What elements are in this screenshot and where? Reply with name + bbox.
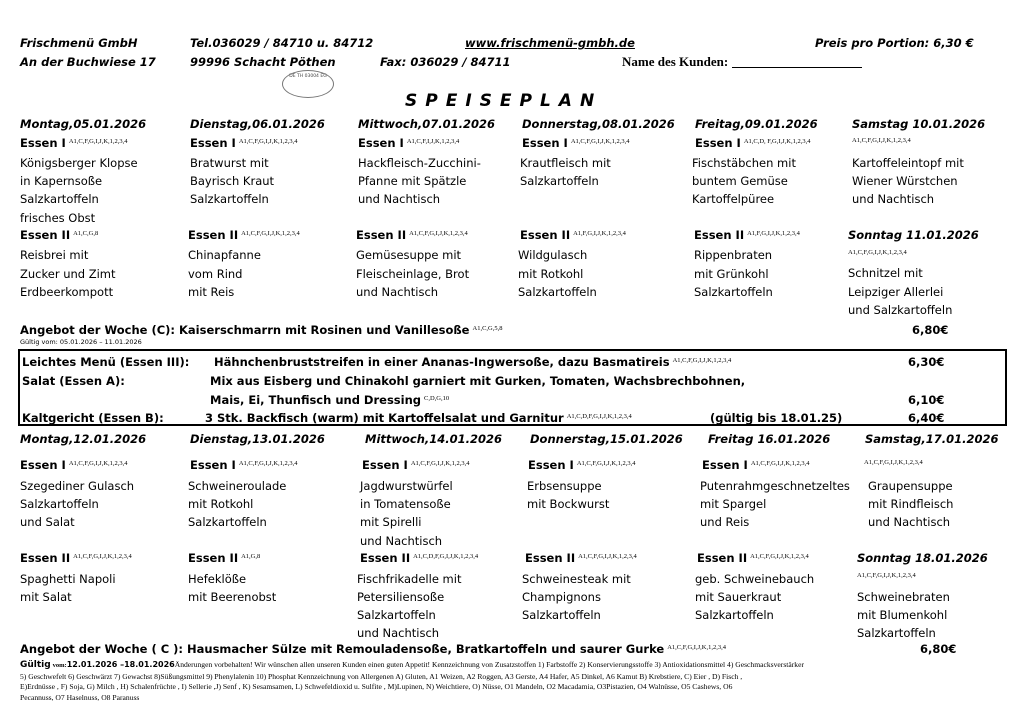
essen1-label bbox=[190, 458, 298, 472]
day-header: Mittwoch,14.01.2026 bbox=[365, 432, 503, 446]
text: mit Grünkohl bbox=[694, 266, 769, 281]
text: Essen II bbox=[694, 228, 745, 242]
fax: Fax: 036029 / 84711 bbox=[380, 55, 511, 69]
text: Salzkartoffeln bbox=[188, 515, 267, 530]
text: A1,C,F,G,I,J,K,1,2,3,4 bbox=[848, 249, 907, 256]
text: Erdbeerkompott bbox=[20, 285, 114, 299]
essen1-label bbox=[695, 136, 810, 150]
text: C,D,G,10 bbox=[424, 395, 450, 402]
text: Bratwurst mit bbox=[190, 156, 269, 170]
text: Putenrahmgeschnetzeltes bbox=[700, 479, 850, 493]
weekly-offer bbox=[20, 323, 502, 337]
dish-sat-1 bbox=[852, 154, 964, 209]
text: A1,C,F,G,I,J,K,1,2,3,4 bbox=[68, 138, 128, 145]
text: 5) Geschwefelt 6) Geschwärzt 7) Gewachst 8)Süßungsmittel 9) Phenylalenin 10) Phosphat Kennzeichnung von Allergenen A) Gluten, A1 Weizen, A2 Roggen, A3 Gerste, A4 Hafer, A5 Dinkel, A6 Kamut B) Krebstiere, C) Eier , D) Fisch , bbox=[20, 671, 743, 681]
text: Salzkartoffeln bbox=[20, 497, 99, 512]
text: Erbsensuppe bbox=[527, 479, 602, 493]
text: Reisbrei mit bbox=[20, 248, 89, 262]
essen1-label bbox=[522, 136, 630, 150]
text: mit Sauerkraut bbox=[695, 590, 782, 604]
cold-label: Kaltgericht (Essen B): bbox=[22, 411, 164, 425]
text: A1,C,F,G,I,J,K,1,2,3,4 bbox=[241, 230, 300, 237]
text: Hähnchenbruststreifen in einer Ananas-Ingwersoße, dazu Basmatireis bbox=[214, 355, 670, 369]
text: Zucker und Zimt bbox=[20, 266, 116, 281]
footer-notes bbox=[20, 660, 804, 703]
essen1-label bbox=[20, 458, 128, 472]
essen2-label bbox=[188, 228, 300, 242]
text: Wiener Würstchen bbox=[852, 174, 958, 189]
customer-name-label: Name des Kunden: bbox=[622, 54, 729, 69]
essen2-label bbox=[694, 228, 800, 242]
customer-name-field[interactable] bbox=[622, 54, 862, 70]
text: A1,C,F,G,I,J,K,1,2,3,4 bbox=[73, 553, 132, 560]
text: Änderungen vorbehalten! Wir wünschen allen unseren Kunden einen guten Appetit! Kennzeichnung von Zusatzstoffen 1) Farbstoffe 2) Konservierungsstoffe 3) Antioxidationsmittel 4) Geschmacksverstärker bbox=[174, 660, 804, 669]
text: Essen II bbox=[360, 551, 411, 565]
dish-thu-2 bbox=[518, 246, 597, 302]
text: 12.01.2026 –18.01.2026 bbox=[66, 660, 175, 669]
dish-tue-1 bbox=[188, 477, 286, 532]
text: mit Beerenobst bbox=[188, 590, 277, 604]
day-header: Samstag,17.01.2026 bbox=[865, 432, 999, 446]
text: Spaghetti Napoli bbox=[20, 572, 116, 586]
text: Hausmacher Sülze mit Remouladensoße, Bratkartoffeln und saurer Gurke bbox=[187, 642, 665, 656]
essen2-label bbox=[697, 551, 809, 565]
text: und Reis bbox=[700, 515, 750, 530]
text: A1,C,F,G,I,J,K,1,2,3,4 bbox=[864, 459, 923, 466]
text: und Salat bbox=[20, 515, 75, 530]
text: mit Bockwurst bbox=[527, 497, 610, 512]
text: Wildgulasch bbox=[518, 248, 588, 262]
dish-wed-2 bbox=[356, 246, 469, 302]
salad-line2 bbox=[210, 393, 449, 407]
text: Essen I bbox=[528, 458, 574, 472]
text: Chinapfanne bbox=[188, 248, 261, 262]
text: Salzkartoffeln bbox=[357, 608, 436, 622]
text: A1,C,G,5,8 bbox=[472, 325, 503, 332]
city: 99996 Schacht Pöthen bbox=[190, 55, 336, 69]
text: Salzkartoffeln bbox=[695, 608, 774, 622]
text: Angebot der Woche ( C ): bbox=[20, 642, 183, 656]
text: A1,C,F,G,I,J,K,1,2,3,4 bbox=[672, 357, 732, 364]
text: und Nachtisch bbox=[852, 192, 935, 207]
day-header: Freitag 16.01.2026 bbox=[708, 432, 831, 446]
essen2-label bbox=[356, 228, 468, 242]
text: Essen I bbox=[522, 136, 568, 150]
text: vom: bbox=[52, 662, 67, 669]
dish-fri-2 bbox=[695, 570, 814, 624]
text: Essen I bbox=[190, 136, 236, 150]
light-menu-price: 6,30€ bbox=[908, 355, 945, 369]
text: Kartoffeleintopf mit bbox=[852, 156, 964, 170]
text: Essen I bbox=[358, 136, 404, 150]
weekly-offer-price: 6,80€ bbox=[912, 323, 949, 337]
dish-mon-2 bbox=[20, 570, 116, 606]
text: mit Rotkohl bbox=[518, 266, 584, 281]
text: Kartoffelpüree bbox=[692, 192, 775, 207]
text: Jagdwurstwürfel bbox=[360, 479, 453, 493]
essen1-label bbox=[702, 458, 810, 472]
dish-mon-2 bbox=[20, 246, 116, 302]
text: Petersiliensoße bbox=[357, 590, 445, 604]
text: mit Blumenkohl bbox=[857, 608, 948, 622]
text: Szegediner Gulasch bbox=[20, 479, 135, 493]
text: A1,C,F,G,I,J,K,1,2,3,4 bbox=[238, 138, 298, 145]
text: A1,C,F,G,I,J,K,1,2,3,4 bbox=[852, 137, 911, 144]
text: Essen II bbox=[356, 228, 407, 242]
text: und Nachtisch bbox=[358, 192, 441, 207]
cold-dish bbox=[205, 411, 632, 425]
dish-sun-1 bbox=[848, 264, 952, 320]
text: Königsberger Klopse bbox=[20, 156, 138, 170]
text: in Tomatensoße bbox=[360, 497, 451, 512]
text: Salzkartoffeln bbox=[190, 192, 269, 207]
dish-fri-2 bbox=[694, 246, 773, 302]
text: A1,C,G,8 bbox=[73, 230, 99, 237]
text: A1,C,F,G,I,J,K,1,2,3,4 bbox=[578, 553, 637, 560]
day-header: Donnerstag,08.01.2026 bbox=[522, 117, 675, 131]
website-link[interactable]: www.frischmenü-gmbh.de bbox=[465, 36, 635, 50]
text: und Nachtisch bbox=[360, 533, 443, 548]
sunday-header: Sonntag 18.01.2026 bbox=[857, 551, 988, 565]
text: Essen I bbox=[695, 136, 741, 150]
text: Graupensuppe bbox=[868, 479, 953, 493]
text: Salzkartoffeln bbox=[694, 285, 773, 299]
text: mit Spargel bbox=[700, 497, 767, 512]
essen1-label bbox=[190, 136, 298, 150]
text: Essen I bbox=[190, 458, 236, 472]
text: Mais, Ei, Thunfisch und Dressing bbox=[210, 393, 421, 407]
text: Pecannuss, O7 Haselnuss, O8 Paranuss bbox=[20, 692, 140, 702]
day-header: Samstag 10.01.2026 bbox=[852, 117, 986, 131]
allergen-codes bbox=[864, 453, 923, 472]
cold-price: 6,40€ bbox=[908, 411, 945, 425]
allergen-codes bbox=[852, 131, 911, 150]
text: Fleischeinlage, Brot bbox=[356, 266, 470, 281]
text: geb. Schweinebauch bbox=[695, 572, 815, 586]
text: A1,C,F,G,I,J,K,1,2,3,4 bbox=[576, 460, 636, 467]
dish-mon-1 bbox=[20, 154, 138, 227]
text: mit Spirelli bbox=[360, 515, 422, 530]
text: A1,C,F,G,I,J,K,1,2,3,4 bbox=[667, 644, 726, 651]
text: Essen I bbox=[20, 458, 66, 472]
street: An der Buchwiese 17 bbox=[20, 55, 156, 69]
day-header: Dienstag,06.01.2026 bbox=[190, 117, 325, 131]
text: Essen II bbox=[20, 551, 71, 565]
text: E)Erdnüsse , F) Soja, G) Milch , H) Schalenfrüchte , I) Sellerie ,J) Senf , K) Sesamsamen, L) Schwefeldioxid u. Sulfite , M)Lupinen, N) Weichtiere, O) Nüsse, O1 Mandeln, O2 Macadamia, O3Pistazien, O4 Walnüsse, O5 Cashews, O6 bbox=[20, 682, 733, 691]
text: Schweineroulade bbox=[188, 479, 287, 493]
text: A1,C,F,G,I,J,K,1,2,3,4 bbox=[750, 553, 809, 560]
salad-label: Salat (Essen A): bbox=[22, 374, 125, 388]
text: A1,C,F,I,J,K,1,2,3,4 bbox=[406, 138, 460, 145]
text: Essen II bbox=[188, 228, 239, 242]
text: Essen II bbox=[520, 228, 571, 242]
text: Essen I bbox=[20, 136, 66, 150]
salad-line1: Mix aus Eisberg und Chinakohl garniert mit Gurken, Tomaten, Wachsbrechbohnen, bbox=[210, 374, 746, 388]
weekly-offer bbox=[20, 642, 726, 656]
dish-tue-1 bbox=[190, 154, 274, 209]
text: Krautfleisch mit bbox=[520, 156, 611, 170]
text: Kaiserschmarrn mit Rosinen und Vanillesoße bbox=[179, 323, 470, 337]
dish-thu-1 bbox=[527, 477, 609, 513]
essen2-label bbox=[20, 228, 98, 242]
text: Bayrisch Kraut bbox=[190, 174, 275, 189]
sunday-header: Sonntag 11.01.2026 bbox=[848, 228, 979, 242]
text: A1,C,F,G,I,J,K,1,2,3,4 bbox=[238, 460, 298, 467]
text: Hackfleisch-Zucchini- bbox=[358, 156, 481, 170]
dish-fri-1 bbox=[700, 477, 850, 532]
hygiene-seal: DE TH 03004 EG bbox=[282, 70, 334, 98]
text: Gültig bbox=[20, 660, 51, 670]
light-menu bbox=[214, 355, 731, 369]
essen1-label bbox=[358, 136, 459, 150]
text: Essen II bbox=[20, 228, 71, 242]
dish-wed-2 bbox=[357, 570, 461, 642]
text: mit Rotkohl bbox=[188, 497, 254, 512]
essen2-label bbox=[525, 551, 637, 565]
text: Salzkartoffeln bbox=[20, 192, 99, 207]
dish-thu-2 bbox=[522, 570, 631, 624]
text: buntem Gemüse bbox=[692, 174, 788, 189]
text: vom Rind bbox=[188, 266, 243, 281]
cold-valid: (gültig bis 18.01.25) bbox=[710, 411, 843, 425]
text: und Nachtisch bbox=[868, 515, 951, 530]
text: und Nachtisch bbox=[356, 285, 439, 299]
day-header: Mittwoch,07.01.2026 bbox=[358, 117, 496, 131]
text: Salzkartoffeln bbox=[518, 285, 597, 299]
text: A1,C,D,F,G,I,J,K,1,2,3,4 bbox=[566, 413, 632, 420]
text: Essen II bbox=[525, 551, 576, 565]
text: A1,C,F,G,I,J,K,1,2,3,4 bbox=[68, 460, 128, 467]
dish-sun-1 bbox=[857, 588, 950, 642]
validity: Gültig vom: 05.01.2026 – 11.01.2026 bbox=[20, 338, 142, 346]
text: Pfanne mit Spätzle bbox=[358, 174, 467, 189]
text: Salzkartoffeln bbox=[522, 608, 601, 622]
text: Salzkartoffeln bbox=[857, 626, 936, 640]
company-name: Frischmenü GmbH bbox=[20, 36, 138, 50]
text: und Salzkartoffeln bbox=[848, 303, 953, 317]
essen1-label bbox=[528, 458, 636, 472]
day-header: Donnerstag,15.01.2026 bbox=[530, 432, 683, 446]
essen1-label bbox=[20, 136, 128, 150]
weekly-offer-price: 6,80€ bbox=[920, 642, 957, 656]
text: Schnitzel mit bbox=[848, 266, 923, 280]
text: Essen II bbox=[697, 551, 748, 565]
text: A1,C,F,G,I,J,K,1,2,3,4 bbox=[409, 230, 468, 237]
dish-tue-2 bbox=[188, 246, 261, 302]
dish-wed-1 bbox=[360, 477, 453, 550]
text: Leipziger Allerlei bbox=[848, 284, 944, 299]
text: mit Salat bbox=[20, 590, 72, 604]
essen2-label bbox=[20, 551, 132, 565]
text: Champignons bbox=[522, 590, 601, 604]
text: A1,C,F,G,I,J,K,1,2,3,4 bbox=[570, 138, 630, 145]
text: Hefeklöße bbox=[188, 572, 247, 586]
text: Essen II bbox=[188, 551, 239, 565]
day-header: Freitag,09.01.2026 bbox=[695, 117, 818, 131]
dish-fri-1 bbox=[692, 154, 796, 209]
text: und Nachtisch bbox=[357, 626, 440, 640]
text: A1,C,F,G,I,J,K,1,2,3,4 bbox=[410, 460, 470, 467]
text: Essen I bbox=[362, 458, 408, 472]
essen1-label bbox=[362, 458, 470, 472]
customer-name-line[interactable] bbox=[732, 55, 862, 68]
text: Schweinesteak mit bbox=[522, 572, 631, 586]
day-header: Montag,05.01.2026 bbox=[20, 117, 147, 131]
text: Fischfrikadelle mit bbox=[357, 572, 462, 586]
allergen-codes bbox=[848, 243, 907, 262]
price-per-portion: Preis pro Portion: 6,30 € bbox=[815, 36, 974, 50]
text: Salzkartoffeln bbox=[520, 174, 599, 189]
text: A1,C,F,G,I,J,K,1,2,3,4 bbox=[857, 572, 916, 579]
text: frisches Obst bbox=[20, 210, 96, 225]
day-header: Dienstag,13.01.2026 bbox=[190, 432, 325, 446]
text: A1,F,G,I,J,K,1,2,3,4 bbox=[747, 230, 800, 237]
salad-price: 6,10€ bbox=[908, 393, 945, 407]
essen2-label bbox=[188, 551, 260, 565]
dish-thu-1 bbox=[520, 154, 611, 190]
essen2-label bbox=[360, 551, 478, 565]
essen2-label bbox=[520, 228, 626, 242]
dish-wed-1 bbox=[358, 154, 481, 209]
text: Essen I bbox=[702, 458, 748, 472]
page-title: SPEISEPLAN bbox=[405, 91, 603, 111]
text: in Kapernsoße bbox=[20, 174, 103, 189]
text: A1,G,8 bbox=[241, 553, 261, 560]
allergen-codes bbox=[857, 566, 916, 585]
text: A1,C,F,G,I,J,K,1,2,3,4 bbox=[750, 460, 810, 467]
text: Rippenbraten bbox=[694, 248, 773, 262]
text: Fischstäbchen mit bbox=[692, 156, 796, 170]
text: Gemüsesuppe mit bbox=[356, 248, 462, 262]
text: A1,C,D,F,G,I,J,K,1,2,3,4 bbox=[413, 553, 479, 560]
text: Schweinebraten bbox=[857, 590, 950, 604]
dish-tue-2 bbox=[188, 570, 276, 606]
text: mit Rindfleisch bbox=[868, 497, 954, 512]
text: Angebot der Woche (C): bbox=[20, 323, 175, 337]
day-header: Montag,12.01.2026 bbox=[20, 432, 147, 446]
phone: Tel.036029 / 84710 u. 84712 bbox=[190, 36, 374, 50]
text: mit Reis bbox=[188, 285, 235, 299]
text: A1,C,D, F,G,I,J,K,1,2,3,4 bbox=[743, 138, 811, 145]
text: 3 Stk. Backfisch (warm) mit Kartoffelsalat und Garnitur bbox=[205, 411, 564, 425]
light-menu-label: Leichtes Menü (Essen III): bbox=[22, 355, 190, 369]
dish-sat-1 bbox=[868, 477, 953, 532]
text: A1,F,G,I,J,K,1,2,3,4 bbox=[573, 230, 626, 237]
dish-mon-1 bbox=[20, 477, 134, 532]
